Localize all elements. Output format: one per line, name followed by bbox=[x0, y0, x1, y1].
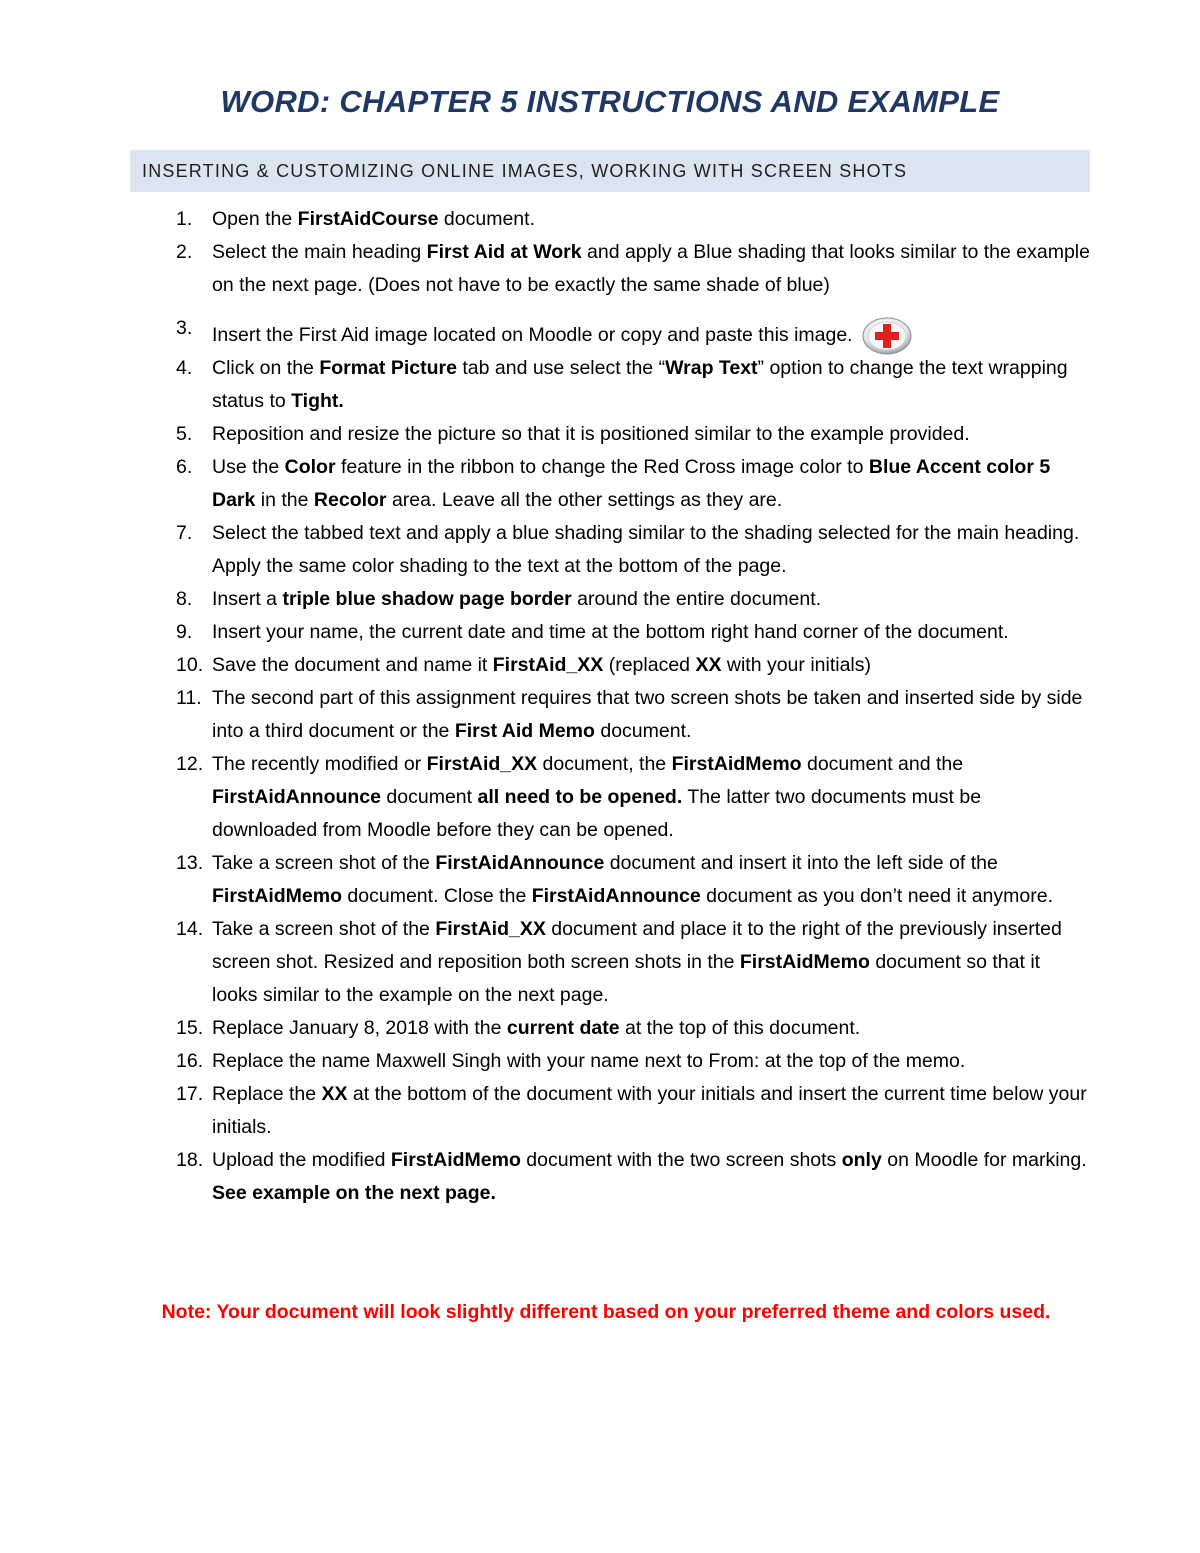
step-number: 15. bbox=[176, 1017, 204, 1039]
instruction-step bbox=[130, 451, 1090, 517]
step-bold-text: FirstAidAnnounce bbox=[531, 885, 701, 907]
step-bold-text: FirstAidMemo bbox=[212, 885, 343, 907]
step-number: 8. bbox=[176, 588, 193, 610]
step-bold-text: all need to be opened. bbox=[477, 786, 683, 808]
step-bold-text: current date bbox=[506, 1017, 620, 1039]
step-text: Upload the modified bbox=[212, 1149, 391, 1171]
step-number: 6. bbox=[176, 456, 193, 478]
step-number: 10. bbox=[176, 654, 204, 676]
section-heading-bar bbox=[130, 150, 1090, 192]
step-text: Select the main heading bbox=[212, 241, 427, 263]
note-text: Note: Your document will look slightly different based on your preferred theme and colors used. bbox=[161, 1301, 1051, 1323]
step-text: Click on the bbox=[212, 357, 320, 379]
step-number: 17. bbox=[176, 1083, 204, 1105]
step-text: at the top of this document. bbox=[619, 1017, 861, 1039]
step-text: area. Leave all the other settings as they are. bbox=[386, 489, 783, 511]
step-text: (replaced bbox=[603, 654, 696, 676]
step-text: Take a screen shot of the bbox=[212, 852, 436, 874]
instruction-step bbox=[130, 418, 1090, 451]
step-bold-text: FirstAidCourse bbox=[297, 208, 439, 230]
instruction-step bbox=[130, 517, 1090, 583]
step-number: 5. bbox=[176, 423, 193, 445]
step-text: Save the document and name it bbox=[212, 654, 493, 676]
step-text: document and insert it into the left side of the bbox=[604, 852, 998, 874]
step-text: Use the bbox=[212, 456, 285, 478]
instruction-step bbox=[130, 1045, 1090, 1078]
step-text: feature in the ribbon to change the Red Cross image color to bbox=[335, 456, 869, 478]
step-text: document. Close the bbox=[342, 885, 532, 907]
step-number: 9. bbox=[176, 621, 193, 643]
section-heading: INSERTING & CUSTOMIZING ONLINE IMAGES, WORKING WITH SCREEN SHOTS bbox=[142, 161, 908, 181]
step-bold-text: See example on the next page. bbox=[212, 1182, 496, 1204]
step-bold-text: FirstAid_XX bbox=[426, 753, 538, 775]
step-number: 1. bbox=[176, 208, 193, 230]
step-text: in the bbox=[255, 489, 314, 511]
first-aid-cross-icon bbox=[861, 316, 913, 356]
step-number: 18. bbox=[176, 1149, 204, 1171]
step-text: Insert your name, the current date and time at the bottom right hand corner of the document. bbox=[212, 621, 1009, 643]
step-number: 12. bbox=[176, 753, 204, 775]
step-bold-text: FirstAid_XX bbox=[435, 918, 546, 940]
step-text: Replace January 8, 2018 with the bbox=[212, 1017, 507, 1039]
step-text: Replace the name Maxwell Singh with your name next to From: at the top of the memo. bbox=[212, 1050, 966, 1072]
step-text: ” option to change the text wrapping status to bbox=[212, 357, 1068, 412]
step-bold-text: Blue Accent color 5 Dark bbox=[212, 456, 1051, 511]
step-text: Insert a bbox=[212, 588, 283, 610]
step-number: 16. bbox=[176, 1050, 204, 1072]
step-bold-text: FirstAidAnnounce bbox=[435, 852, 605, 874]
step-text: around the entire document. bbox=[571, 588, 822, 610]
step-bold-text: FirstAid_XX bbox=[492, 654, 604, 676]
step-text: document so that it looks similar to the example on the next page. bbox=[212, 951, 1041, 1006]
step-bold-text: XX bbox=[695, 654, 722, 676]
step-text: Take a screen shot of the bbox=[212, 918, 436, 940]
step-text: document, the bbox=[537, 753, 672, 775]
step-text: The latter two documents must be downloaded from Moodle before they can be opened. bbox=[212, 786, 982, 841]
step-text: document. bbox=[594, 720, 692, 742]
instruction-step bbox=[130, 682, 1090, 748]
step-bold-text: FirstAidAnnounce bbox=[212, 786, 381, 808]
page-title: WORD: CHAPTER 5 INSTRUCTIONS AND EXAMPLE bbox=[220, 84, 1000, 119]
step-text: document with the two screen shots bbox=[520, 1149, 842, 1171]
instruction-list bbox=[130, 203, 1090, 1210]
step-text: The recently modified or bbox=[212, 753, 427, 775]
step-bold-text: only bbox=[841, 1149, 882, 1171]
step-text: at the bottom of the document with your initials and insert the current time below your initials. bbox=[212, 1083, 1087, 1138]
step-number: 4. bbox=[176, 357, 193, 379]
instruction-step bbox=[130, 583, 1090, 616]
step-text: document. bbox=[438, 208, 535, 230]
instruction-step bbox=[130, 649, 1090, 682]
step-text: Select the tabbed text and apply a blue shading similar to the shading selected for the main heading. Apply the same color shading to the text at the bottom of the page. bbox=[212, 522, 1080, 577]
instruction-step bbox=[130, 352, 1090, 418]
step-bold-text: triple blue shadow page border bbox=[282, 588, 572, 610]
step-text: document and place it to the right of the previously inserted screen shot. Resized and reposition both screen shots in the bbox=[212, 918, 1062, 973]
step-bold-text: Wrap Text bbox=[665, 357, 758, 379]
step-text: Open the bbox=[212, 208, 298, 230]
step-number: 13. bbox=[176, 852, 204, 874]
step-text: Reposition and resize the picture so that it is positioned similar to the example provided. bbox=[212, 423, 970, 445]
step-bold-text: FirstAidMemo bbox=[671, 753, 802, 775]
step-text: on Moodle for marking. bbox=[881, 1149, 1087, 1171]
step-bold-text: Tight. bbox=[291, 390, 344, 412]
step-text: document bbox=[381, 786, 478, 808]
step-bold-text: First Aid Memo bbox=[454, 720, 595, 742]
step-text: tab and use select the “ bbox=[456, 357, 666, 379]
step-text: document and the bbox=[801, 753, 964, 775]
instruction-step bbox=[130, 312, 1090, 352]
instruction-step bbox=[130, 203, 1090, 236]
step-number: 2. bbox=[176, 241, 193, 263]
step-text: Insert the First Aid image located on Moodle or copy and paste this image. bbox=[212, 324, 853, 346]
step-bold-text: Color bbox=[284, 456, 336, 478]
instruction-step bbox=[130, 748, 1090, 847]
step-text: document as you don’t need it anymore. bbox=[700, 885, 1053, 907]
instruction-step bbox=[130, 1078, 1090, 1144]
instruction-step bbox=[130, 913, 1090, 1012]
step-text: and apply a Blue shading that looks similar to the example on the next page. (Does not have to be exactly the same shade of blue) bbox=[212, 241, 1090, 296]
step-bold-text: XX bbox=[321, 1083, 348, 1105]
step-bold-text: First Aid at Work bbox=[426, 241, 582, 263]
step-text: The second part of this assignment requires that two screen shots be taken and inserted side by side into a third document or the bbox=[212, 687, 1083, 742]
instruction-step bbox=[130, 616, 1090, 649]
step-text: Replace the bbox=[212, 1083, 322, 1105]
step-number: 3. bbox=[176, 317, 193, 339]
step-number: 7. bbox=[176, 522, 193, 544]
instruction-step bbox=[130, 236, 1090, 302]
step-bold-text: Format Picture bbox=[319, 357, 457, 379]
step-bold-text: Recolor bbox=[313, 489, 387, 511]
step-number: 11. bbox=[176, 687, 202, 709]
step-bold-text: FirstAidMemo bbox=[739, 951, 870, 973]
instruction-step bbox=[130, 847, 1090, 913]
step-text: with your initials) bbox=[721, 654, 871, 676]
step-number: 14. bbox=[176, 918, 204, 940]
step-bold-text: FirstAidMemo bbox=[390, 1149, 521, 1171]
instruction-step bbox=[130, 1012, 1090, 1045]
instruction-step bbox=[130, 1144, 1090, 1210]
